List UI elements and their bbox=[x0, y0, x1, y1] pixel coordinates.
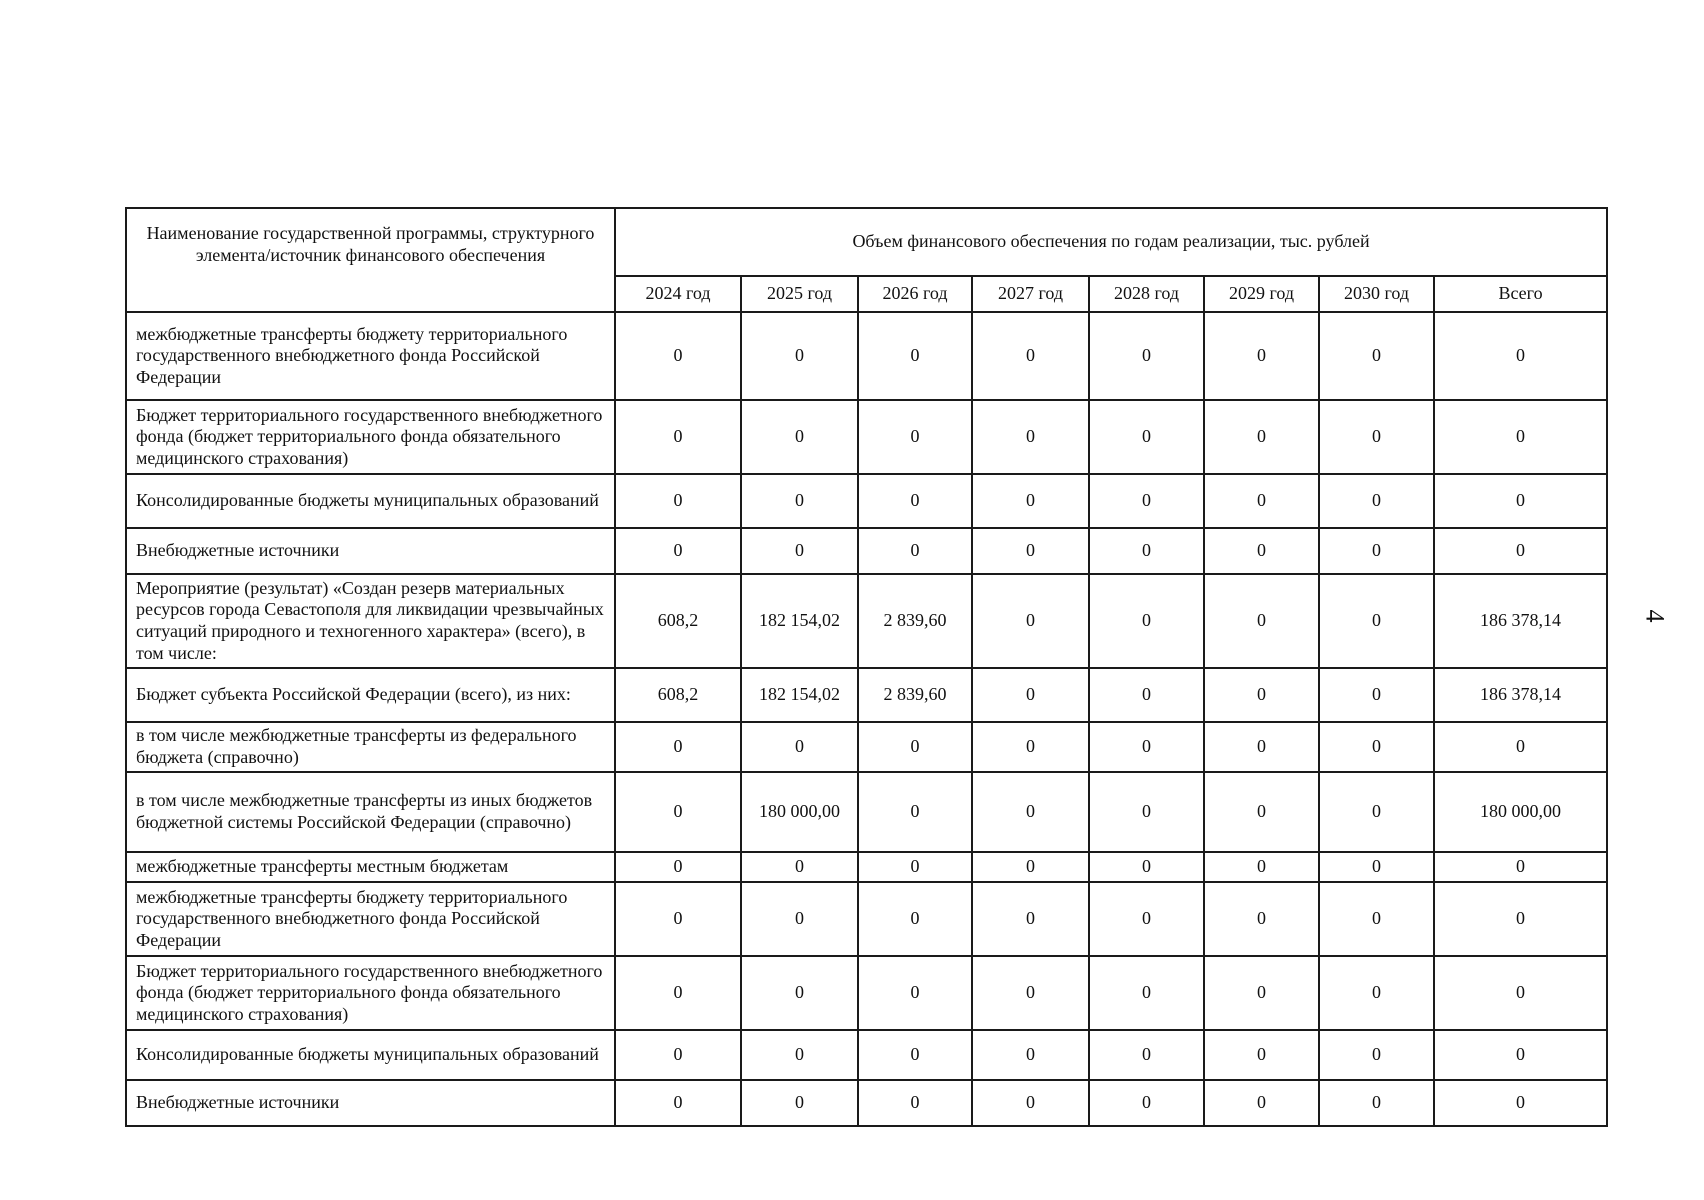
table-row bbox=[126, 852, 1607, 882]
row-value-cell: 0 bbox=[1089, 312, 1204, 400]
row-value-cell: 180 000,00 bbox=[741, 772, 858, 852]
row-value-cell: 0 bbox=[858, 312, 972, 400]
row-value-cell: 0 bbox=[1319, 1080, 1434, 1126]
row-value-cell: 0 bbox=[858, 956, 972, 1030]
row-value-cell: 0 bbox=[1434, 852, 1607, 882]
row-name-cell: Внебюджетные источники bbox=[126, 1080, 615, 1126]
row-value-cell: 0 bbox=[1089, 772, 1204, 852]
row-name-cell: Внебюджетные источники bbox=[126, 528, 615, 574]
row-name-cell: Бюджет территориального государственного внебюджетного фонда (бюджет территориального фонда обязательного медицинского страхования) bbox=[126, 956, 615, 1030]
row-value-cell: 0 bbox=[1089, 528, 1204, 574]
row-value-cell: 0 bbox=[972, 528, 1089, 574]
row-value-cell: 0 bbox=[858, 772, 972, 852]
row-value-cell: 0 bbox=[1204, 312, 1319, 400]
row-value-cell: 0 bbox=[1089, 1030, 1204, 1080]
row-value-cell: 0 bbox=[1434, 528, 1607, 574]
row-value-cell: 0 bbox=[1204, 722, 1319, 772]
row-value-cell: 0 bbox=[858, 400, 972, 474]
table-row bbox=[126, 956, 1607, 1030]
row-value-cell: 0 bbox=[741, 956, 858, 1030]
row-value-cell: 608,2 bbox=[615, 668, 741, 722]
row-value-cell: 0 bbox=[741, 1080, 858, 1126]
row-value-cell: 0 bbox=[972, 772, 1089, 852]
row-value-cell: 0 bbox=[858, 1030, 972, 1080]
row-value-cell: 0 bbox=[1319, 722, 1434, 772]
table-row bbox=[126, 1080, 1607, 1126]
row-value-cell: 0 bbox=[1434, 1030, 1607, 1080]
row-value-cell: 0 bbox=[741, 852, 858, 882]
row-name-cell: межбюджетные трансферты местным бюджетам bbox=[126, 852, 615, 882]
table-row bbox=[126, 574, 1607, 668]
row-value-cell: 0 bbox=[1204, 1080, 1319, 1126]
financing-table bbox=[125, 207, 1608, 1127]
row-value-cell: 0 bbox=[1434, 474, 1607, 528]
row-value-cell: 0 bbox=[1089, 400, 1204, 474]
row-value-cell: 0 bbox=[1319, 882, 1434, 956]
row-value-cell: 0 bbox=[972, 574, 1089, 668]
row-name-cell: в том числе межбюджетные трансферты из федерального бюджета (справочно) bbox=[126, 722, 615, 772]
row-value-cell: 0 bbox=[858, 852, 972, 882]
row-value-cell: 0 bbox=[972, 1080, 1089, 1126]
row-value-cell: 0 bbox=[615, 722, 741, 772]
header-funding-group: Объем финансового обеспечения по годам реализации, тыс. рублей bbox=[615, 208, 1607, 276]
table-row bbox=[126, 772, 1607, 852]
row-value-cell: 0 bbox=[1319, 668, 1434, 722]
row-value-cell: 0 bbox=[615, 1080, 741, 1126]
row-value-cell: 0 bbox=[1089, 956, 1204, 1030]
header-name-column: Наименование государственной программы, структурного элемента/источник финансового обеспечения bbox=[126, 208, 615, 312]
row-value-cell: 0 bbox=[1319, 956, 1434, 1030]
row-value-cell: 186 378,14 bbox=[1434, 668, 1607, 722]
table-row bbox=[126, 668, 1607, 722]
row-name-cell: Бюджет субъекта Российской Федерации (всего), из них: bbox=[126, 668, 615, 722]
row-value-cell: 0 bbox=[1204, 474, 1319, 528]
header-year-2028: 2028 год bbox=[1089, 276, 1204, 312]
row-value-cell: 186 378,14 bbox=[1434, 574, 1607, 668]
row-value-cell: 0 bbox=[1089, 852, 1204, 882]
row-value-cell: 0 bbox=[1204, 574, 1319, 668]
table-header bbox=[126, 208, 1607, 312]
row-value-cell: 0 bbox=[1204, 882, 1319, 956]
row-value-cell: 0 bbox=[615, 400, 741, 474]
row-value-cell: 0 bbox=[972, 312, 1089, 400]
row-name-cell: Мероприятие (результат) «Создан резерв материальных ресурсов города Севастополя для ликвидации чрезвычайных ситуаций природного и техногенного характера» (всего), в том числе: bbox=[126, 574, 615, 668]
table-row bbox=[126, 528, 1607, 574]
row-value-cell: 0 bbox=[741, 400, 858, 474]
row-value-cell: 0 bbox=[1089, 882, 1204, 956]
row-value-cell: 0 bbox=[741, 528, 858, 574]
row-value-cell: 0 bbox=[1319, 474, 1434, 528]
table-row bbox=[126, 400, 1607, 474]
table-body bbox=[126, 312, 1607, 1126]
row-value-cell: 180 000,00 bbox=[1434, 772, 1607, 852]
row-value-cell: 0 bbox=[615, 474, 741, 528]
row-name-cell: Бюджет территориального государственного внебюджетного фонда (бюджет территориального фонда обязательного медицинского страхования) bbox=[126, 400, 615, 474]
table-row bbox=[126, 312, 1607, 400]
row-value-cell: 0 bbox=[1089, 668, 1204, 722]
row-value-cell: 0 bbox=[1319, 312, 1434, 400]
row-value-cell: 0 bbox=[1204, 400, 1319, 474]
row-value-cell: 0 bbox=[972, 1030, 1089, 1080]
row-value-cell: 0 bbox=[972, 882, 1089, 956]
row-name-cell: межбюджетные трансферты бюджету территориального государственного внебюджетного фонда Российской Федерации bbox=[126, 882, 615, 956]
row-value-cell: 0 bbox=[972, 852, 1089, 882]
table-row bbox=[126, 1030, 1607, 1080]
row-value-cell: 182 154,02 bbox=[741, 574, 858, 668]
row-value-cell: 0 bbox=[741, 312, 858, 400]
header-year-2029: 2029 год bbox=[1204, 276, 1319, 312]
row-value-cell: 0 bbox=[615, 1030, 741, 1080]
row-value-cell: 0 bbox=[1319, 772, 1434, 852]
row-value-cell: 0 bbox=[1434, 400, 1607, 474]
header-year-2027: 2027 год bbox=[972, 276, 1089, 312]
row-value-cell: 0 bbox=[741, 474, 858, 528]
row-value-cell: 0 bbox=[972, 668, 1089, 722]
row-value-cell: 0 bbox=[615, 312, 741, 400]
row-value-cell: 0 bbox=[1319, 574, 1434, 668]
row-value-cell: 0 bbox=[1319, 528, 1434, 574]
row-value-cell: 0 bbox=[1204, 528, 1319, 574]
row-value-cell: 2 839,60 bbox=[858, 668, 972, 722]
row-name-cell: Консолидированные бюджеты муниципальных образований bbox=[126, 474, 615, 528]
row-value-cell: 0 bbox=[1434, 882, 1607, 956]
header-total: Всего bbox=[1434, 276, 1607, 312]
header-year-2024: 2024 год bbox=[615, 276, 741, 312]
row-value-cell: 0 bbox=[1089, 1080, 1204, 1126]
row-value-cell: 0 bbox=[1319, 1030, 1434, 1080]
row-value-cell: 0 bbox=[1089, 574, 1204, 668]
row-value-cell: 0 bbox=[1319, 852, 1434, 882]
row-name-cell: в том числе межбюджетные трансферты из иных бюджетов бюджетной системы Российской Федерации (справочно) bbox=[126, 772, 615, 852]
row-value-cell: 0 bbox=[972, 722, 1089, 772]
row-value-cell: 0 bbox=[858, 722, 972, 772]
row-value-cell: 0 bbox=[741, 882, 858, 956]
row-value-cell: 0 bbox=[1434, 722, 1607, 772]
header-year-2025: 2025 год bbox=[741, 276, 858, 312]
row-value-cell: 0 bbox=[1434, 956, 1607, 1030]
row-value-cell: 0 bbox=[858, 1080, 972, 1126]
row-value-cell: 0 bbox=[1204, 668, 1319, 722]
page-number: 4 bbox=[1640, 609, 1670, 623]
row-value-cell: 0 bbox=[858, 528, 972, 574]
row-value-cell: 608,2 bbox=[615, 574, 741, 668]
row-value-cell: 0 bbox=[1319, 400, 1434, 474]
row-value-cell: 0 bbox=[615, 956, 741, 1030]
row-value-cell: 0 bbox=[1434, 1080, 1607, 1126]
header-year-2030: 2030 год bbox=[1319, 276, 1434, 312]
row-value-cell: 0 bbox=[1204, 1030, 1319, 1080]
row-name-cell: Консолидированные бюджеты муниципальных образований bbox=[126, 1030, 615, 1080]
row-value-cell: 0 bbox=[1434, 312, 1607, 400]
row-value-cell: 0 bbox=[1204, 956, 1319, 1030]
table-row bbox=[126, 474, 1607, 528]
row-value-cell: 0 bbox=[858, 882, 972, 956]
row-value-cell: 182 154,02 bbox=[741, 668, 858, 722]
row-value-cell: 0 bbox=[615, 772, 741, 852]
row-value-cell: 0 bbox=[972, 474, 1089, 528]
row-value-cell: 0 bbox=[615, 852, 741, 882]
row-value-cell: 0 bbox=[1089, 474, 1204, 528]
header-year-2026: 2026 год bbox=[858, 276, 972, 312]
table-row bbox=[126, 882, 1607, 956]
row-value-cell: 0 bbox=[615, 882, 741, 956]
row-value-cell: 0 bbox=[741, 722, 858, 772]
row-value-cell: 0 bbox=[858, 474, 972, 528]
table-row bbox=[126, 722, 1607, 772]
row-value-cell: 0 bbox=[615, 528, 741, 574]
row-value-cell: 2 839,60 bbox=[858, 574, 972, 668]
row-value-cell: 0 bbox=[1204, 772, 1319, 852]
row-value-cell: 0 bbox=[1204, 852, 1319, 882]
row-value-cell: 0 bbox=[972, 956, 1089, 1030]
row-value-cell: 0 bbox=[972, 400, 1089, 474]
row-value-cell: 0 bbox=[741, 1030, 858, 1080]
row-value-cell: 0 bbox=[1089, 722, 1204, 772]
row-name-cell: межбюджетные трансферты бюджету территориального государственного внебюджетного фонда Российской Федерации bbox=[126, 312, 615, 400]
